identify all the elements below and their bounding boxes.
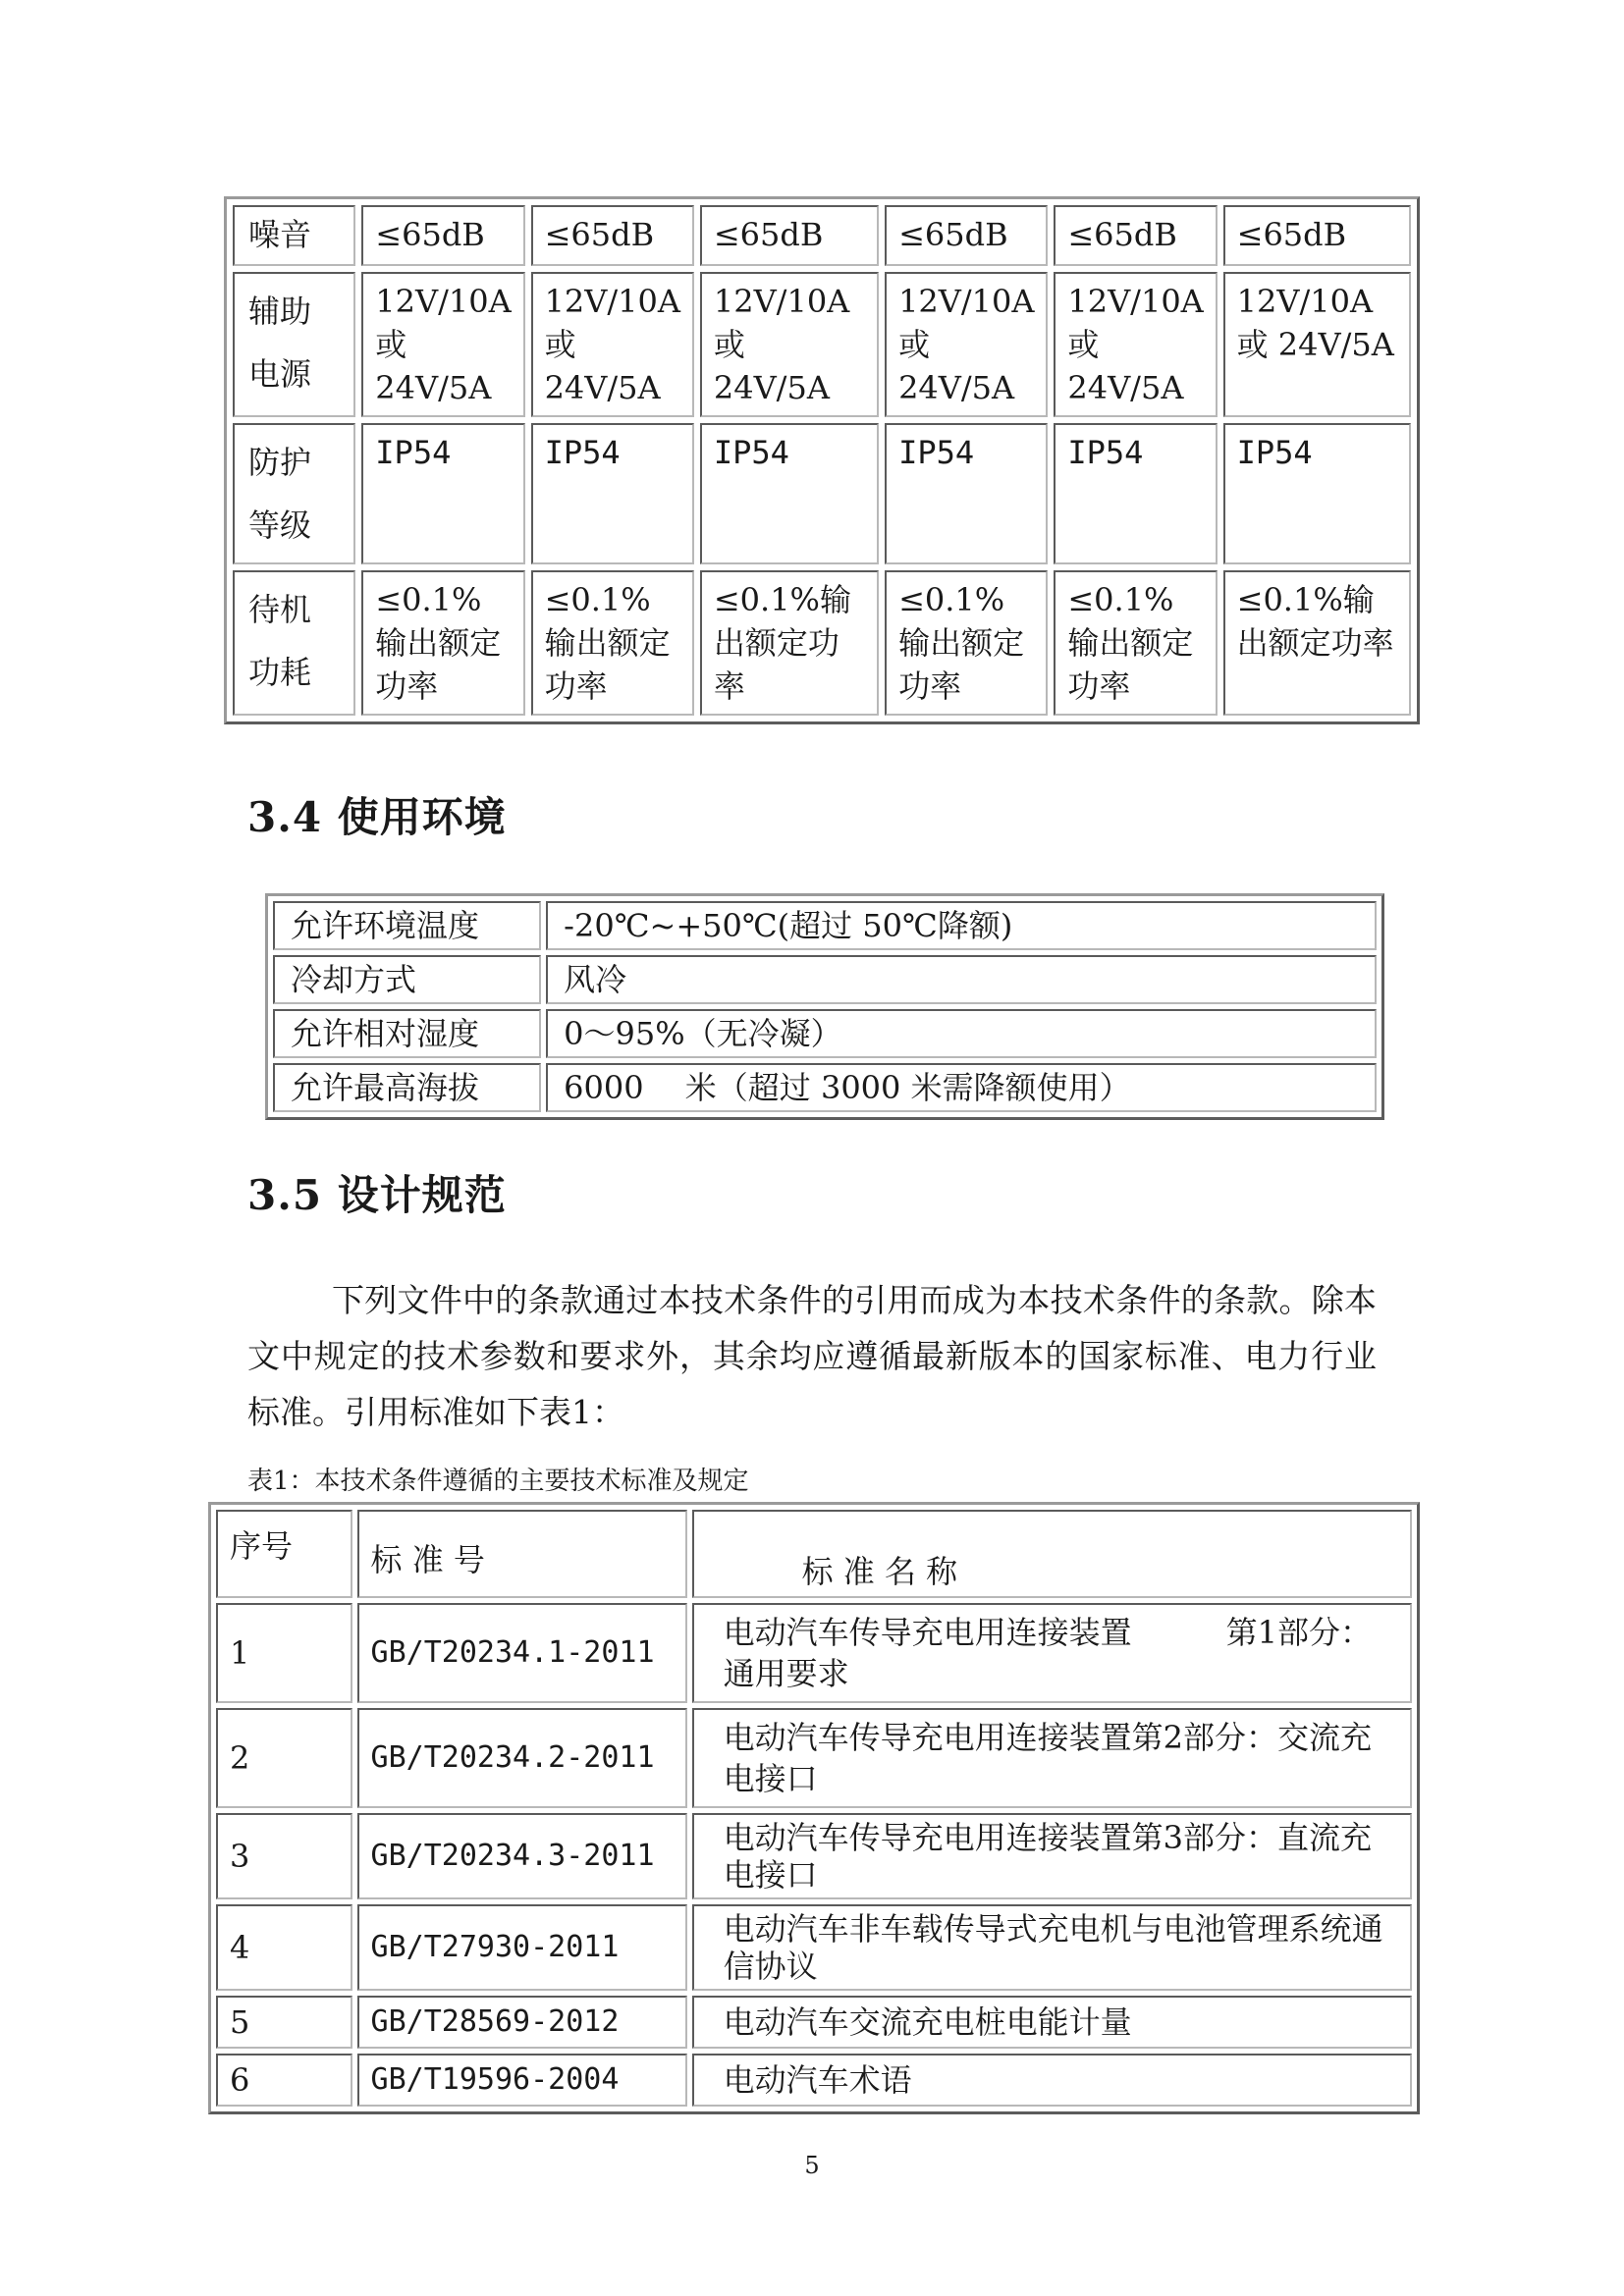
env-label: 允许相对湿度: [273, 1009, 541, 1058]
std-name: 电动汽车交流充电桩电能计量: [692, 1996, 1412, 2049]
std-name: 电动汽车传导充电用连接装置第2部分：交流充电接口: [692, 1708, 1412, 1808]
std-code: GB/T20234.3-2011: [357, 1813, 687, 1899]
standards-table: [208, 1502, 1420, 2114]
spec-cell: 12V/10A 或 24V/5A: [361, 272, 524, 417]
std-no: 4: [216, 1904, 352, 1991]
std-name: 电动汽车传导充电用连接装置 第1部分：通用要求: [692, 1603, 1412, 1703]
env-value: -20℃~+50℃(超过 50℃降额): [546, 901, 1377, 950]
spec-table: [224, 196, 1420, 724]
spec-cell: ≤0.1%输出额定功率: [1223, 570, 1411, 716]
spec-cell: IP54: [700, 423, 879, 564]
spec-cell: 12V/10A 或 24V/5A: [1054, 272, 1217, 417]
table-row: [216, 1996, 1412, 2049]
spec-row-standby: [233, 570, 1411, 716]
spec-cell: IP54: [1223, 423, 1411, 564]
spec-cell: ≤0.1%输出额定功率: [700, 570, 879, 716]
env-label: 允许环境温度: [273, 901, 541, 950]
header-name: 标 准 名 称: [692, 1510, 1412, 1598]
spec-label: 待机功耗: [233, 570, 355, 716]
table-row: [216, 1708, 1412, 1808]
spec-cell: 12V/10A 或 24V/5A: [531, 272, 694, 417]
env-row: [273, 1009, 1377, 1058]
spec-cell: ≤0.1%输出额定功率: [361, 570, 524, 716]
std-code: GB/T19596-2004: [357, 2054, 687, 2107]
std-no: 1: [216, 1603, 352, 1703]
std-code: GB/T20234.1-2011: [357, 1603, 687, 1703]
spec-cell: 12V/10A 或 24V/5A: [700, 272, 879, 417]
spec-row-noise: [233, 205, 1411, 266]
spec-row-protection: [233, 423, 1411, 564]
spec-label: 防护等级: [233, 423, 355, 564]
std-no: 2: [216, 1708, 352, 1808]
env-value: 6000 米（超过 3000 米需降额使用）: [546, 1063, 1377, 1112]
spec-label: 辅助电源: [233, 272, 355, 417]
header-no: 序号: [216, 1510, 352, 1598]
spec-cell: ≤0.1%输出额定功率: [531, 570, 694, 716]
spec-cell: ≤0.1%输出额定功率: [1054, 570, 1217, 716]
spec-cell: ≤65dB: [361, 205, 524, 266]
environment-table: [265, 893, 1384, 1120]
spec-cell: 12V/10A 或 24V/5A: [1223, 272, 1411, 417]
spec-cell: ≤65dB: [1223, 205, 1411, 266]
spec-cell: ≤65dB: [531, 205, 694, 266]
section-heading-3-5: 3.5 设计规范: [247, 1171, 507, 1219]
env-label: 允许最高海拔: [273, 1063, 541, 1112]
table-caption: 表1：本技术条件遵循的主要技术标准及规定: [247, 1467, 749, 1496]
spec-cell: IP54: [885, 423, 1048, 564]
spec-label: 噪音: [233, 205, 355, 266]
std-code: GB/T28569-2012: [357, 1996, 687, 2049]
table-row: [216, 2054, 1412, 2107]
spec-cell: ≤0.1%输出额定功率: [885, 570, 1048, 716]
page-number: 5: [804, 2152, 820, 2179]
table-row: [216, 1813, 1412, 1899]
std-no: 3: [216, 1813, 352, 1899]
section-heading-3-4: 3.4 使用环境: [247, 793, 507, 841]
env-row: [273, 901, 1377, 950]
std-no: 5: [216, 1996, 352, 2049]
header-code: 标 准 号: [357, 1510, 687, 1598]
spec-row-aux-power: [233, 272, 1411, 417]
env-row: [273, 955, 1377, 1004]
table-row: [216, 1603, 1412, 1703]
std-no: 6: [216, 2054, 352, 2107]
env-label: 冷却方式: [273, 955, 541, 1004]
std-name: 电动汽车传导充电用连接装置第3部分：直流充电接口: [692, 1813, 1412, 1899]
table-row: [216, 1904, 1412, 1991]
std-header-row: [216, 1510, 1412, 1598]
spec-cell: IP54: [1054, 423, 1217, 564]
spec-cell: IP54: [531, 423, 694, 564]
body-paragraph: 下列文件中的条款通过本技术条件的引用而成为本技术条件的条款。除本文中规定的技术参数和要求外，其余均应遵循最新版本的国家标准、电力行业标准。引用标准如下表1：: [247, 1281, 1377, 1431]
std-name: 电动汽车术语: [692, 2054, 1412, 2107]
spec-cell: 12V/10A 或 24V/5A: [885, 272, 1048, 417]
env-value: 风冷: [546, 955, 1377, 1004]
spec-cell: ≤65dB: [700, 205, 879, 266]
std-code: GB/T27930-2011: [357, 1904, 687, 1991]
env-row: [273, 1063, 1377, 1112]
spec-cell: ≤65dB: [1054, 205, 1217, 266]
std-name: 电动汽车非车载传导式充电机与电池管理系统通信协议: [692, 1904, 1412, 1991]
std-code: GB/T20234.2-2011: [357, 1708, 687, 1808]
env-value: 0～95%（无冷凝）: [546, 1009, 1377, 1058]
spec-cell: ≤65dB: [885, 205, 1048, 266]
spec-cell: IP54: [361, 423, 524, 564]
